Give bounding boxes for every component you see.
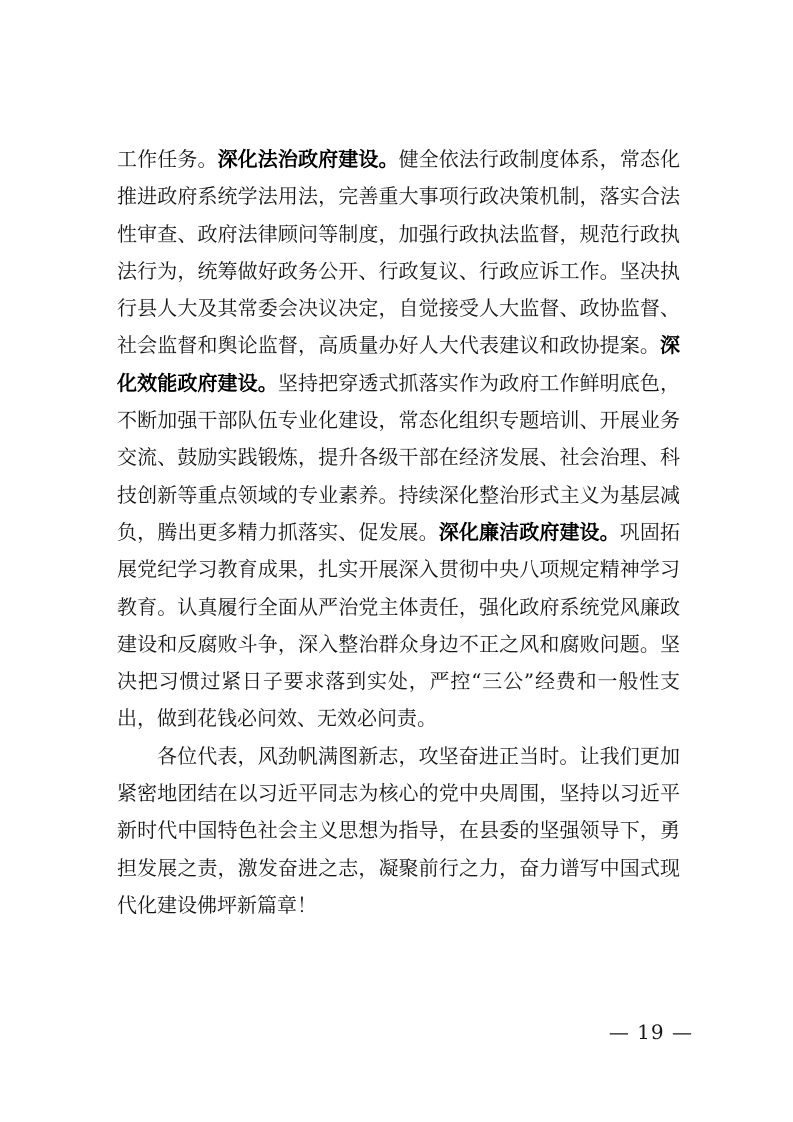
paragraph	[117, 141, 680, 738]
text-line	[117, 551, 680, 588]
text-run: 展党纪学习教育成果，扎实开展深入贯彻中央八项规定精神学习	[117, 557, 680, 582]
text-line	[117, 365, 680, 402]
text-line	[117, 812, 680, 849]
text-line	[117, 402, 680, 439]
text-run: 各位代表，风劲帆满图新志，攻坚奋进正当时。让我们更加	[157, 743, 680, 768]
text-line	[117, 216, 680, 253]
paragraph	[117, 738, 680, 924]
text-run: 教育。认真履行全面从严治党主体责任，强化政府系统党风廉政	[117, 594, 680, 619]
text-run: 负，腾出更多精力抓落实、促发展。	[117, 519, 439, 544]
text-run: 行县人大及其常委会决议决定，自觉接受人大监督、政协监督、	[117, 296, 680, 321]
document-body	[117, 141, 680, 924]
bold-heading-run: 化效能政府建设。	[117, 370, 278, 395]
text-line	[117, 850, 680, 887]
text-line	[117, 626, 680, 663]
text-line	[117, 738, 680, 775]
text-line	[117, 141, 680, 178]
text-run: 代化建设佛坪新篇章！	[117, 892, 317, 917]
bold-heading-run: 深化法治政府建设。	[217, 147, 399, 171]
text-run: 推进政府系统学法用法，完善重大事项行政决策机制，落实合法	[117, 184, 680, 209]
text-run: 交流、鼓励实践锻炼，提升各级干部在经济发展、社会治理、科	[117, 445, 680, 470]
text-run: 工作任务。	[117, 147, 218, 171]
text-run: 决把习惯过紧日子要求落到实处，严控“三公”经费和一般性支	[117, 669, 680, 694]
text-line	[117, 253, 680, 290]
text-line	[117, 477, 680, 514]
text-line	[117, 514, 680, 551]
text-run: 法行为，统筹做好政务公开、行政复议、行政应诉工作。坚决执	[117, 258, 680, 283]
text-run: 新时代中国特色社会主义思想为指导，在县委的坚强领导下，勇	[117, 818, 680, 843]
text-run: 社会监督和舆论监督，高质量办好人大代表建议和政协提案。	[117, 333, 660, 358]
text-run: 性审查、政府法律顾问等制度，加强行政执法监督，规范行政执	[117, 221, 680, 246]
text-run: 不断加强干部队伍专业化建设，常态化组织专题培训、开展业务	[117, 408, 680, 433]
text-line	[117, 290, 680, 327]
text-run: 巩固拓	[619, 519, 681, 544]
text-line	[117, 327, 680, 364]
text-line	[117, 178, 680, 215]
page-number: — 19 —	[608, 1020, 693, 1044]
text-line	[117, 775, 680, 812]
bold-heading-run: 深化廉洁政府建设。	[438, 519, 620, 544]
text-line	[117, 887, 680, 924]
text-line	[117, 663, 680, 700]
text-run: 担发展之责，激发奋进之志，凝聚前行之力，奋力谱写中国式现	[117, 855, 680, 880]
text-line	[117, 589, 680, 626]
bold-heading-run: 深	[660, 333, 680, 358]
text-run: 建设和反腐败斗争，深入整治群众身边不正之风和腐败问题。坚	[117, 631, 680, 656]
text-run: 出，做到花钱必问效、无效必问责。	[117, 706, 437, 731]
text-run: 坚持把穿透式抓落实作为政府工作鲜明底色，	[277, 370, 681, 395]
text-run: 技创新等重点领域的专业素养。持续深化整治形式主义为基层减	[117, 482, 680, 507]
text-run: 健全依法行政制度体系，常态化	[398, 147, 681, 171]
text-run: 紧密地团结在以习近平同志为核心的党中央周围，坚持以习近平	[117, 781, 680, 806]
text-line	[117, 700, 680, 737]
text-line	[117, 439, 680, 476]
